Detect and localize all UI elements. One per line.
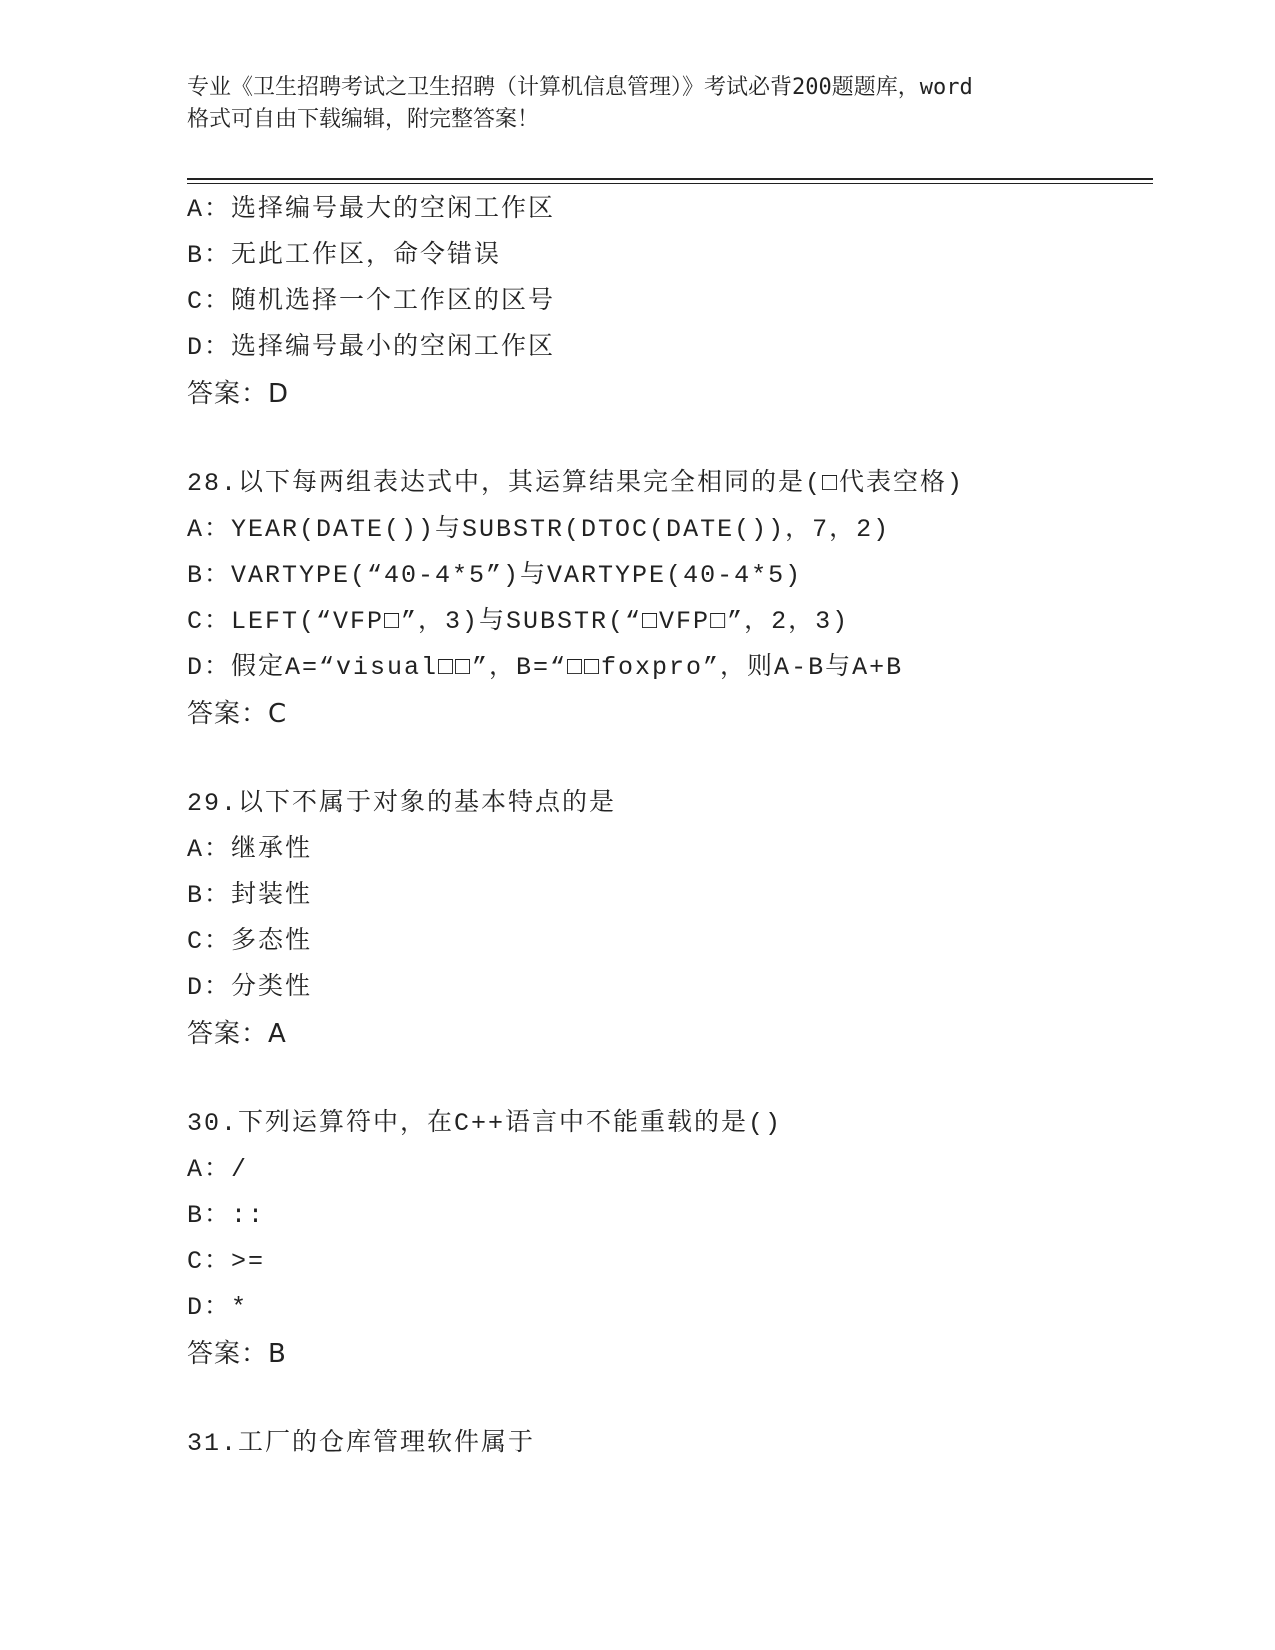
option-d: D：* <box>187 1293 249 1322</box>
option-d: D：选择编号最小的空闲工作区 <box>187 333 556 362</box>
question-text: 30.下列运算符中，在C++语言中不能重载的是() <box>187 1109 783 1138</box>
option-c: C：随机选择一个工作区的区号 <box>187 287 556 316</box>
answer: 答案：B <box>187 1339 287 1369</box>
option-c: C：>= <box>187 1247 266 1276</box>
option-b: B：:: <box>187 1201 266 1230</box>
question-text: 29.以下不属于对象的基本特点的是 <box>187 789 617 818</box>
header-line-2: 格式可自由下载编辑，附完整答案！ <box>187 107 540 132</box>
option-a: A：继承性 <box>187 835 313 864</box>
option-a: A：/ <box>187 1155 249 1184</box>
option-d: D：分类性 <box>187 973 313 1002</box>
answer: 答案：D <box>187 379 290 409</box>
header-divider-thick <box>187 178 1153 180</box>
option-a: A：YEAR(DATE())与SUBSTR(DTOC(DATE())，7，2) <box>187 515 891 544</box>
question-text: 28.以下每两组表达式中，其运算结果完全相同的是(□代表空格) <box>187 469 965 498</box>
header-divider-thin <box>187 183 1153 184</box>
option-b: B：VARTYPE(“40-4*5”)与VARTYPE(40-4*5) <box>187 561 803 590</box>
question-text: 31.工厂的仓库管理软件属于 <box>187 1429 536 1458</box>
answer: 答案：A <box>187 1019 287 1049</box>
question-30 <box>187 1101 1147 1377</box>
option-d: D：假定A=“visual□□”，B=“□□foxpro”，则A-B与A+B <box>187 653 904 682</box>
document-header <box>187 72 1087 136</box>
answer: 答案：C <box>187 699 288 729</box>
question-28 <box>187 461 1147 737</box>
option-a: A：选择编号最大的空闲工作区 <box>187 195 556 224</box>
question-29 <box>187 781 1147 1057</box>
question-31 <box>187 1421 1147 1467</box>
option-b: B：无此工作区，命令错误 <box>187 241 502 270</box>
question-27 <box>187 187 1147 417</box>
header-line-1: 专业《卫生招聘考试之卫生招聘（计算机信息管理）》考试必背200题题库，word <box>187 75 973 100</box>
option-c: C：多态性 <box>187 927 313 956</box>
option-b: B：封装性 <box>187 881 313 910</box>
question-list <box>187 187 1147 1467</box>
option-c: C：LEFT(“VFP□”，3)与SUBSTR(“□VFP□”，2，3) <box>187 607 850 636</box>
